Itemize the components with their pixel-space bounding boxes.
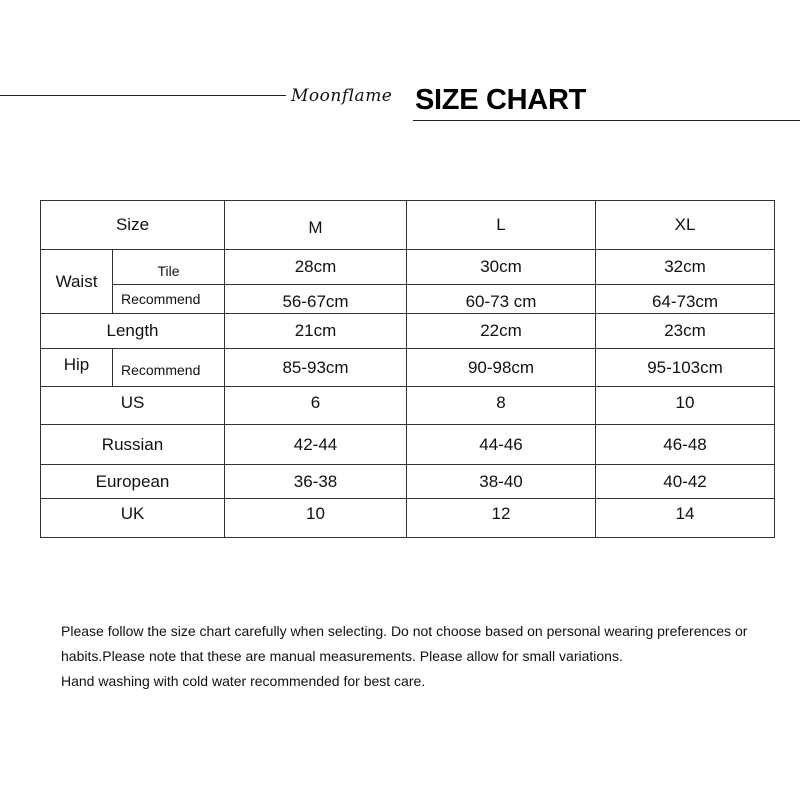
waist-tile-l: 30cm xyxy=(407,250,596,285)
length-m: 21cm xyxy=(225,314,407,349)
sub-label-tile: Tile xyxy=(113,250,225,285)
table-row-waist-tile xyxy=(41,250,775,285)
uk-l: 12 xyxy=(407,499,596,538)
row-label-size: Size xyxy=(41,201,225,250)
note-line-3: Hand washing with cold water recommended for best care. xyxy=(61,673,426,689)
us-l: 8 xyxy=(407,387,596,425)
hip-recommend-xl: 95-103cm xyxy=(596,349,775,387)
length-xl: 23cm xyxy=(596,314,775,349)
russian-m: 42-44 xyxy=(225,425,407,465)
uk-xl: 14 xyxy=(596,499,775,538)
waist-tile-xl: 32cm xyxy=(596,250,775,285)
table-row-waist-recommend xyxy=(41,285,775,314)
waist-recommend-m: 56-67cm xyxy=(225,285,407,314)
sub-label-waist-recommend: Recommend xyxy=(113,285,225,314)
care-notes xyxy=(61,619,791,694)
table-row-hip xyxy=(41,349,775,387)
size-m-header: M xyxy=(225,201,407,250)
brand-logo: Moonflame xyxy=(291,86,393,106)
size-xl-header: XL xyxy=(596,201,775,250)
row-label-uk: UK xyxy=(41,499,225,538)
european-m: 36-38 xyxy=(225,465,407,499)
size-chart-table xyxy=(40,200,775,538)
sub-label-hip-recommend: Recommend xyxy=(113,349,225,387)
uk-m: 10 xyxy=(225,499,407,538)
length-l: 22cm xyxy=(407,314,596,349)
note-line-2: habits.Please note that these are manual measurements. Please allow for small variations. xyxy=(61,648,623,664)
row-label-length: Length xyxy=(41,314,225,349)
row-label-hip: Hip xyxy=(41,349,113,387)
row-label-russian: Russian xyxy=(41,425,225,465)
header-rule-right xyxy=(413,120,800,121)
table-row-length xyxy=(41,314,775,349)
table-row-us xyxy=(41,387,775,425)
waist-recommend-l: 60-73 cm xyxy=(407,285,596,314)
row-label-waist: Waist xyxy=(41,250,113,314)
russian-xl: 46-48 xyxy=(596,425,775,465)
note-line-1: Please follow the size chart carefully when selecting. Do not choose based on personal wearing preferences or xyxy=(61,623,748,639)
hip-recommend-l: 90-98cm xyxy=(407,349,596,387)
european-l: 38-40 xyxy=(407,465,596,499)
european-xl: 40-42 xyxy=(596,465,775,499)
waist-tile-m: 28cm xyxy=(225,250,407,285)
row-label-us: US xyxy=(41,387,225,425)
row-label-european: European xyxy=(41,465,225,499)
table-row-russian xyxy=(41,425,775,465)
russian-l: 44-46 xyxy=(407,425,596,465)
hip-recommend-m: 85-93cm xyxy=(225,349,407,387)
header-rule-left xyxy=(0,95,286,96)
size-l-header: L xyxy=(407,201,596,250)
us-m: 6 xyxy=(225,387,407,425)
table-row-uk xyxy=(41,499,775,538)
page-title: SIZE CHART xyxy=(415,84,587,116)
table-row-european xyxy=(41,465,775,499)
us-xl: 10 xyxy=(596,387,775,425)
waist-recommend-xl: 64-73cm xyxy=(596,285,775,314)
table-row-size xyxy=(41,201,775,250)
